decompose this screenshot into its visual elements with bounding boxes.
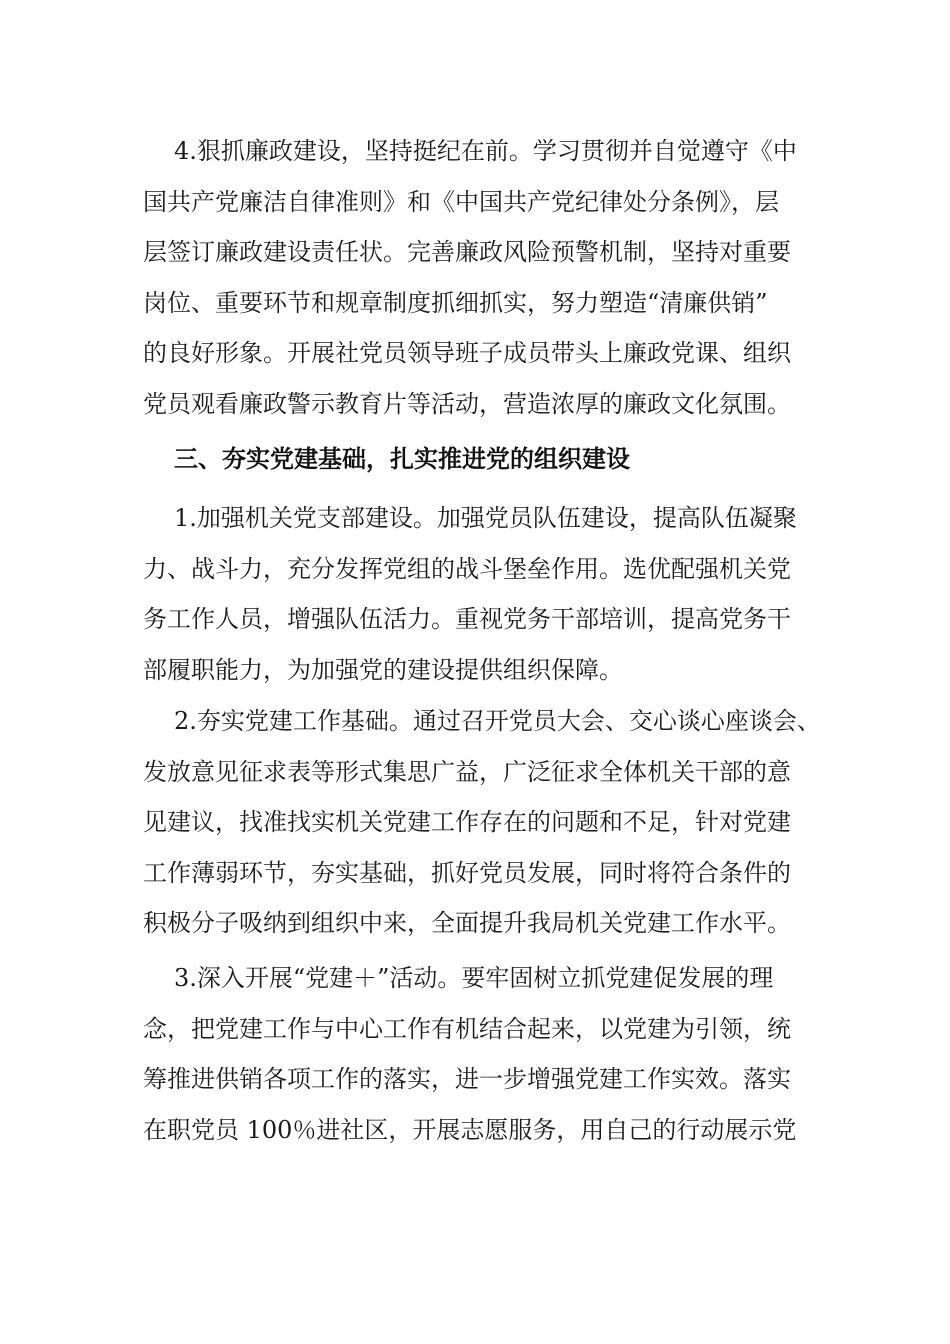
text-line: 岗位、重要环节和规章制度抓细抓实，努力塑造“清廉供销” [143, 288, 768, 317]
text-line: 层签订廉政建设责任状。完善廉政风险预警机制，坚持对重要 [143, 238, 791, 266]
text-line: 4.狠抓廉政建设，坚持挺纪在前。学习贯彻并自觉遵守《中 [174, 137, 797, 165]
paragraph-party-plus [143, 953, 823, 1155]
text-line: 部履职能力，为加强党的建设提供组织保障。 [143, 655, 623, 684]
text-line: 见建议，找准找实机关党建工作存在的问题和不足，针对党建 [143, 808, 791, 836]
text-line: 工作薄弱环节，夯实基础，抓好党员发展，同时将符合条件的 [143, 858, 791, 887]
text-line: 国共产党廉洁自律准则》和《中国共产党纪律处分条例》，层 [143, 187, 779, 216]
text-line: 发放意见征求表等形式集思广益，广泛征求全体机关干部的意 [143, 757, 791, 786]
section-heading: 三、夯实党建基础，扎实推进党的组织建设 [174, 445, 630, 473]
text-line: 筹推进供销各项工作的落实，进一步增强党建工作实效。落实 [143, 1065, 791, 1093]
text-line: 党员观看廉政警示教育片等活动，营造浓厚的廉政文化氛围。 [143, 389, 791, 418]
text-line: 的良好形象。开展社党员领导班子成员带头上廉政党课、组织 [143, 339, 791, 367]
text-line: 积极分子吸纳到组织中来，全面提升我局机关党建工作水平。 [143, 909, 791, 937]
paragraph-integrity-building [143, 126, 823, 429]
text-line: 2.夯实党建工作基础。通过召开党员大会、交心谈心座谈会、 [174, 707, 821, 735]
text-line: 在职党员 100％进社区，开展志愿服务，用自己的行动展示党 [143, 1115, 797, 1144]
text-line: 1.加强机关党支部建设。加强党员队伍建设，提高队伍凝聚 [174, 504, 797, 532]
text-line: 力、战斗力，充分发挥党组的战斗堡垒作用。选优配强机关党 [143, 554, 791, 583]
paragraph-branch-building [143, 493, 823, 695]
text-line: 念，把党建工作与中心工作有机结合起来，以党建为引领，统 [143, 1014, 791, 1043]
text-line: 务工作人员，增强队伍活力。重视党务干部培训，提高党务干 [143, 605, 791, 633]
text-line: 3.深入开展“党建＋”活动。要牢固树立抓党建促发展的理 [174, 964, 774, 992]
paragraph-party-foundation [143, 696, 823, 949]
